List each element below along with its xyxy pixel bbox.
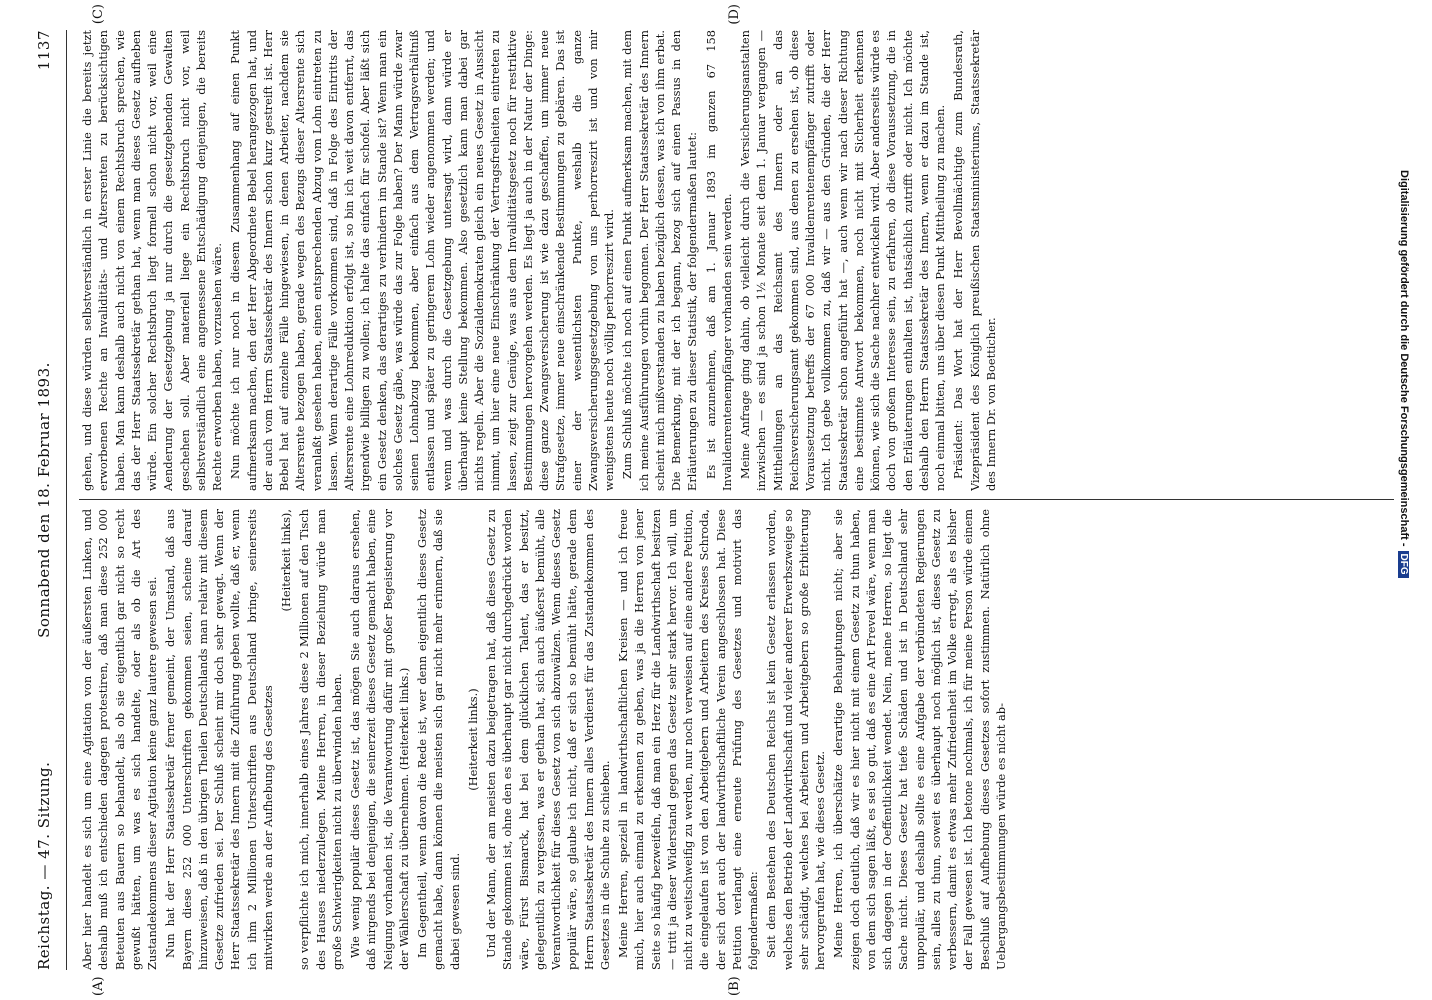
interjection: (Heiterkeit links), bbox=[279, 509, 293, 612]
margin-marker-a: (A) bbox=[91, 976, 106, 996]
paragraph: Meine Herren, speziell in landwirthschaftlichen Kreisen — und ich freue mich, hier auch einmal zu erkennen zu geben, was ja die Herren von jener Seite so häufig bezweifeln, daß man ein Herz für die Landwirthschaft besitzen — tritt ja dieser Widerstand gegen das Gesetz sehr stark hervor. Ich will, um nicht zu weitschweifig zu werden, nur noch verweisen auf eine andere Petition, die eingelaufen ist von den Arbeitgebern und Arbeitern des Kreises Schroda, der sich dort auch der landwirthschaftliche Verein angeschlossen hat. Diese Petition verlangt eine erneute Prüfung des Gesetzes und motivirt das folgendermaßen: bbox=[616, 509, 760, 970]
paragraph: Nun möchte ich nur noch in diesem Zusammenhang auf einen Punkt aufmerksam machen, den der Herr Abgeordnete Bebel herangezogen hat, und der auch vom Herrn Staatssekretär des Innern schon kurz gestreift ist. Herr Bebel hat auf einzelne Fälle hingewiesen, in denen Arbeiter, nachdem sie Altersrente bezogen haben, gerade wegen des Bezugs dieser Altersrente sich veranlaßt gesehen haben, einen entsprechenden Abzug vom Lohn eintreten zu lassen. Wenn derartige Fälle vorkommen sind, daß in Folge des Eintritts der Altersrente eine Lohnreduktion erfolgt ist, so bin ich weit davon entfernt, das irgendwie billigen zu wollen; ich halte das einfach für schofel. Aber läßt sich ein Gesetz denken, das derartiges zu verhindern im Stande ist? Wenn man ein solches Gesetz gäbe, was würde das zur Folge haben? Der Mann würde zwar seinen Lohnabzug bekommen, aber einfach aus dem Vertragsverhältniß entlassen und später zu geringerem Lohn wieder angenommen werden; und wenn und was durch die Gesetzgebung untersagt wird, dann würde er überhaupt keine Stellung bekommen. Also gesetzlich kann man dabei gar nichts regeln. Aber die Sozialdemokraten gleich ein neues Gesetz in Aussicht nimmt, um hier eine neue Einschränkung der Vertragsfreiheiten eintreten zu lassen, zeigt zur Genüge, was aus dem Invaliditätsgesetz noch für restriktive Bestimmungen hervorgehen werden. Es liegt ja auch in der Natur der Dinge: diese ganze Zwangsversicherung ist wie dazu geschaffen, um immer neue Strafgesetze, immer neue einschränkende Bestimmungen zu gebären. Das ist einer der wesentlichsten Punkte, weshalb die ganze Zwangsversicherungsgesetzgebung von uns perhorreszirt ist und von mir wenigstens heute noch völlig perhorreszirt wird. bbox=[228, 30, 616, 491]
paragraph: Wie wenig populär dieses Gesetz ist, das mögen Sie auch daraus ersehen, daß nirgends bei denjenigen, die seinerzeit dieses Gesetz gemacht haben, eine Neigung vorhanden ist, die Verantwortung dafür mit großer Begeisterung vor der Wählerschaft zu übernehmen. (Heiterkeit links.) bbox=[348, 509, 411, 970]
margin-marker-b: (B) bbox=[727, 976, 742, 996]
page-number: 1137 bbox=[35, 30, 53, 71]
paragraph: so verpflichte ich mich, innerhalb eines Jahres diese 2 Millionen auf den Tisch des Hauses niederzulegen. Meine Herren, in dieser Beziehung würde man große Schwierigkeiten nicht zu überwinden haben. bbox=[297, 509, 344, 970]
left-column bbox=[79, 509, 1394, 970]
paragraph: gehen, und diese würden selbstverständlich in erster Linie die bereits jetzt erworbenen Rechte an Invaliditäts- und Altersrenten zu berücksichtigen haben. Man kann deshalb auch nicht von einem Rechtsbruch sprechen, wie das der Herr Staatssekretär gethan hat, wenn man dieses Gesetz aufheben würde. Ein solcher Rechtsbruch liegt formell schon nicht vor, weil eine Aenderung der Gesetzgebung ja nur durch die gesetzgebenden Gewalten geschehen soll. Aber materiell liege ein Rechtsbruch nicht vor, weil selbstverständlich eine angemessene Entschädigung denjenigen, die bereits Rechte erworben haben, vorzusehen wäre. bbox=[80, 30, 224, 491]
column-divider bbox=[79, 499, 1394, 500]
interjection: (Heiterkeit links.) bbox=[465, 688, 480, 791]
credit-text: Digitalisierung gefördert durch die Deutsche Forschungsgemeinschaft - bbox=[1398, 170, 1410, 547]
quotation: Seit dem Bestehen des Deutschen Reichs ist kein Gesetz erlassen worden, welches den Betrieb der Landwirthschaft und vieler anderer Erwerbszweige so sehr schädigt, welches bei Arbeitern und Arbeitgebern so große Erbitterung hervorgerufen hat, wie dieses Gesetz. bbox=[764, 509, 827, 970]
margin-marker-c: (C) bbox=[91, 4, 106, 25]
paragraph: Und der Mann, der am meisten dazu beigetragen hat, daß dieses Gesetz zu Stande gekommen ist, ohne den es überhaupt gar nicht durchgedrückt worden wäre, Fürst Bismarck, hat bei dem glücklichen Talent, das er besitzt, gelegentlich zu vergessen, was er gethan hat, sich auch äußerst bemüht, alle Verantwortlichkeit für dieses Gesetz von sich abzuwälzen. Wenn dieses Gesetz populär wäre, so glaube ich nicht, daß er sich so bemüht hätte, gerade dem Herrn Staatssekretär des Innern alles Verdienst für das Zustandekommen des Gesetzes in die Schuhe zu schieben. bbox=[484, 509, 612, 970]
paragraph: Zum Schluß möchte ich noch auf einen Punkt aufmerksam machen, mit dem ich meine Ausführungen vorhin begonnen. Der Herr Staatssekretär des Innern scheint mich mißverstanden zu haben bezüglich dessen, was ich von ihm erbat. Die Bemerkung, mit der ich begann, bezog sich auf einen Passus in den Erläuterungen zu dieser Statistik, der folgendermaßen lautet: bbox=[620, 30, 700, 491]
text-columns bbox=[79, 4, 1394, 996]
quotation: Es ist anzunehmen, daß am 1. Januar 1893 im ganzen 67 158 Invalidenrentenempfänger vorhanden sein werden. bbox=[703, 30, 734, 491]
header-date: Sonnabend den 18. Februar 1893. bbox=[35, 362, 53, 638]
header-left: Reichstag. — 47. Sitzung. bbox=[35, 761, 53, 970]
paragraph: Nun hat der Herr Staatssekretär ferner gemeint, der Umstand, daß aus Bayern diese 252 000 Unterschriften gekommen seien, scheine darauf hinzuweisen, daß in den übrigen Theilen Deutschlands man relativ mit diesem Gesetze zufrieden sei. Der Schluß scheint mir doch sehr gewagt. Wenn der Herr Staatssekretär des Innern mit die Zuführung geben wollte, daß er, wenn ich ihm 2 Millionen Unterschriften aus Deutschland bringe, seinerseits mitwirken werde an der Aufhebung des Gesetzes bbox=[163, 509, 275, 970]
digitization-credit bbox=[1398, 170, 1410, 578]
right-column bbox=[79, 30, 1394, 491]
paragraph: Meine Anfrage ging dahin, ob vielleicht durch die Versicherungsanstalten inzwischen — es sind ja schon 1½ Monate seit dem 1. Januar vergangen — Mittheilungen an das Reichsamt des Innern oder an das Reichsversicherungsamt gekommen sind, aus denen zu ersehen ist, ob diese Voraussetzung betreffs der 67 000 Invalidenrentenempfänger zutrifft oder nicht. Ich gebe vollkommen zu, daß wir — aus den Gründen, die der Herr Staatssekretär schon angeführt hat —, auch wenn wir nach dieser Richtung eine bestimmte Antwort bekommen, noch nicht mit Sicherheit erkennen können, wie sich die Sache nachher entwickeln wird. Aber anderseits würde es doch von großem Interesse sein, zu erfahren, ob diese Voraussetzung, die in den Erläuterungen enthalten ist, thatsächlich zutrifft oder nicht. Ich möchte deshalb den Herrn Staatssekretär des Innern, wenn er dazu im Stande ist, noch einmal bitten, uns über diesen Punkt Mittheilung zu machen. bbox=[738, 30, 947, 491]
paragraph: Meine Herren, ich überschätze derartige Behauptungen nicht; aber sie zeigen doch deutlich, daß wir es hier nicht mit einem Gesetz zu thun haben, von dem sich sagen läßt, es sei so gut, daß es eine Art Frevel wäre, wenn man sich dagegen in der Oeffentlichkeit wendet. Nein, meine Herren, so liegt die Sache nicht. Dieses Gesetz hat tiefe Schäden und ist in Deutschland sehr unpopulär, und deshalb sollte es eine Aufgabe der verbündeten Regierungen sein, alles zu thun, soweit es überhaupt noch möglich ist, dieses Gesetz zu verbessern, damit es etwas mehr Zufriedenheit im Volke erregt, als es bisher der Fall gewesen ist. Ich betone nochmals, ich für meine Person würde einem Beschluß auf Aufhebung dieses Gesetzes sofort zustimmen. Natürlich ohne Uebergangsbestimmungen würde es nicht ab- bbox=[831, 509, 1008, 970]
margin-marker-d: (D) bbox=[727, 4, 742, 25]
dfg-logo: DFG bbox=[1398, 551, 1409, 578]
paragraph: Aber hier handelt es sich um eine Agitation von der äußersten Linken, und deshalb muß ich entschieden dagegen protestiren, daß man diese 252 000 Beteuten aus Bauern so behandelt, als ob sie eigentlich gar nicht so recht gewußt hätten, um was es sich handelte, oder als ob die Art des Zustandekommens dieser Agitation keine ganz lautere gewesen sei. bbox=[80, 509, 159, 970]
paragraph: Im Gegentheil, wenn davon die Rede ist, wer denn eigentlich dieses Gesetz gemacht habe, dann können die meisten sich gar nicht mehr erinnern, daß sie dabei gewesen sind. bbox=[415, 509, 462, 970]
paragraph: Präsident: Das Wort hat der Herr Bevollmächtigte zum Bundesrath, Vizepräsident des Königlich preußischen Staatsministeriums, Staatssekretär des Innern Dr. von Boetticher. bbox=[951, 30, 998, 491]
page-header bbox=[22, 30, 67, 970]
